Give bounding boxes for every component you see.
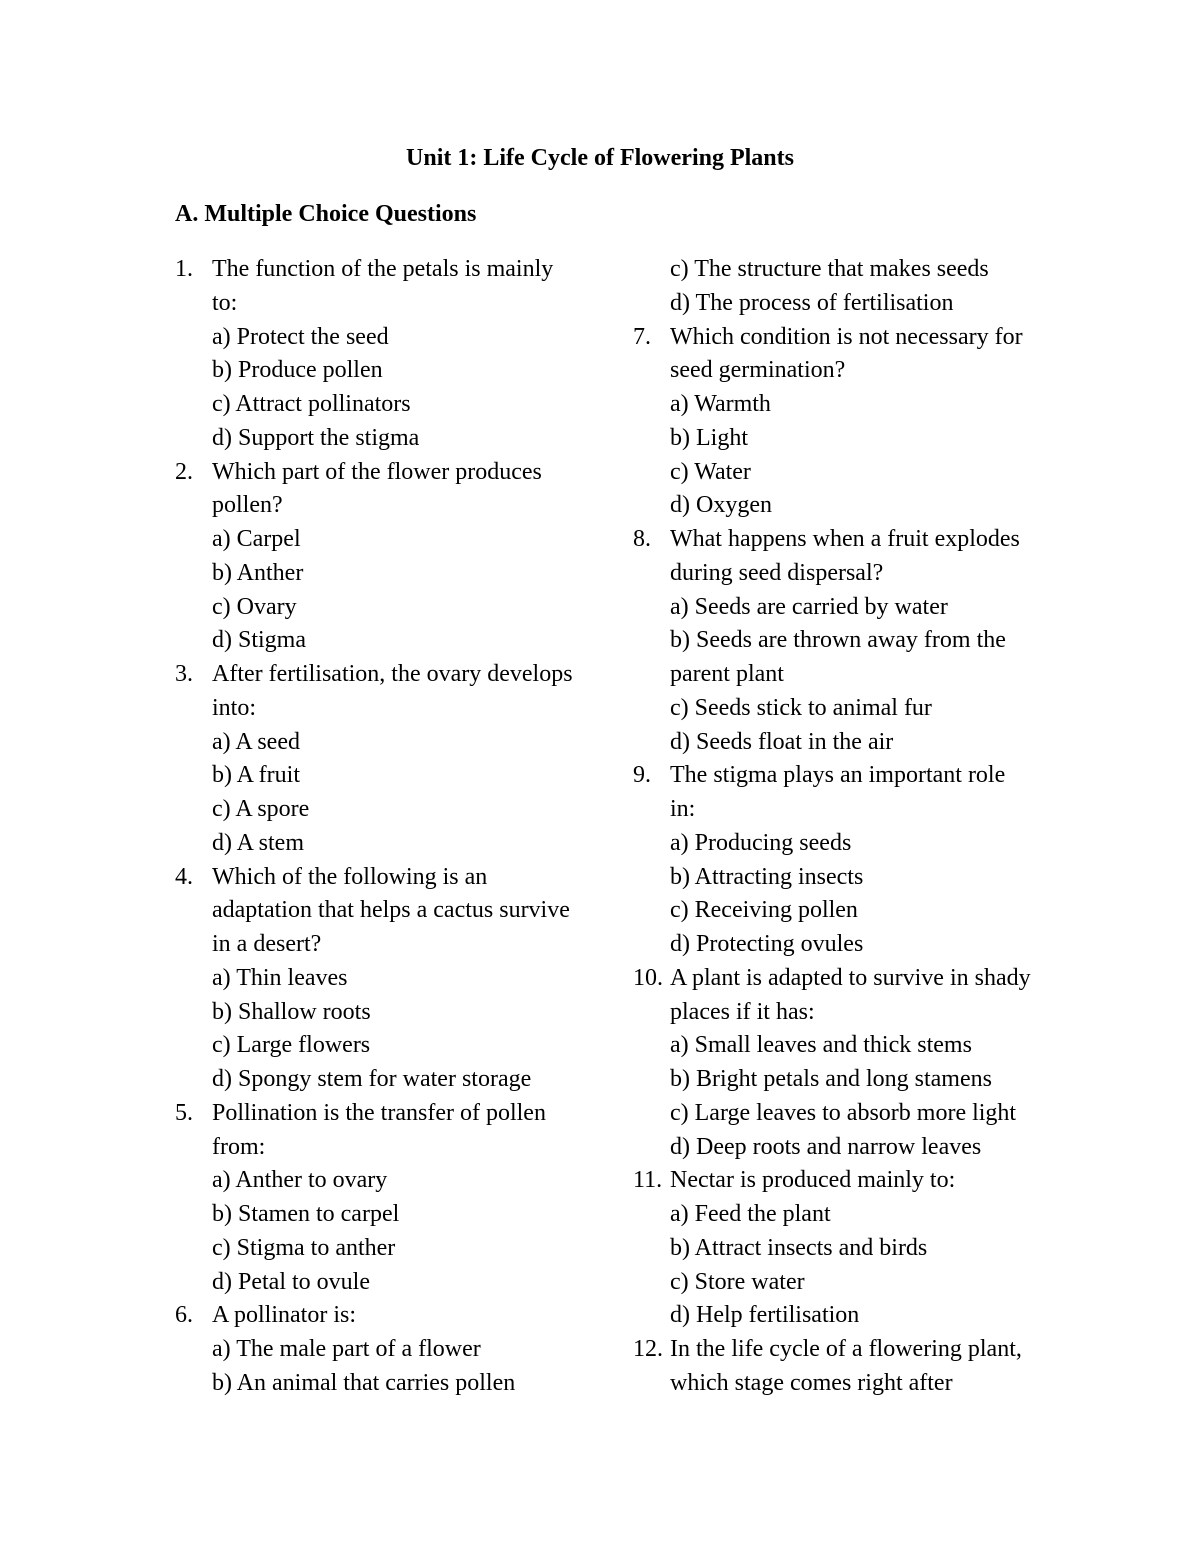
- question-text: places if it has:: [670, 998, 815, 1025]
- question-line: [633, 894, 1073, 928]
- question-line: [633, 1232, 1073, 1266]
- question-line: [633, 962, 1073, 996]
- question-number: 10.: [633, 964, 663, 991]
- question-text: A plant is adapted to survive in shady: [670, 964, 1031, 991]
- question-text: a) Feed the plant: [670, 1201, 831, 1227]
- question-text: c) Large leaves to absorb more light: [670, 1099, 1017, 1126]
- question-text: The function of the petals is mainly: [212, 256, 554, 282]
- question-text: c) Ovary: [212, 593, 297, 620]
- question-line: [633, 388, 1073, 422]
- question-text: c) Store water: [670, 1268, 805, 1295]
- question-line: [633, 1131, 1073, 1165]
- question-line: [633, 793, 1073, 827]
- question-line: [175, 1299, 605, 1333]
- question-text: a) Seeds are carried by water: [670, 593, 948, 620]
- question-text: parent plant: [670, 661, 784, 687]
- question-text: A pollinator is:: [212, 1302, 356, 1329]
- question-text: The stigma plays an important role: [670, 762, 1006, 789]
- question-text: d) A stem: [212, 829, 305, 856]
- question-line: [633, 557, 1073, 591]
- question-line: [175, 1063, 605, 1097]
- question-number: 11.: [633, 1167, 663, 1194]
- question-line: [175, 928, 605, 962]
- question-line: [633, 321, 1073, 355]
- question-text: b) Shallow roots: [212, 998, 371, 1025]
- question-text: c) Stigma to anther: [212, 1234, 396, 1261]
- question-line: [633, 1266, 1073, 1300]
- question-text: in a desert?: [212, 931, 322, 957]
- question-text: a) Anther to ovary: [212, 1167, 388, 1194]
- question-text: Which part of the flower produces: [212, 458, 542, 485]
- question-line: [633, 827, 1073, 861]
- question-text: d) Protecting ovules: [670, 931, 864, 957]
- question-number: 12.: [633, 1336, 663, 1362]
- question-text: b) An animal that carries pollen: [212, 1369, 516, 1396]
- question-line: [633, 1029, 1073, 1063]
- question-line: [175, 456, 605, 490]
- page-title: Unit 1: Life Cycle of Flowering Plants: [406, 145, 794, 171]
- question-line: [175, 489, 605, 523]
- question-line: [175, 726, 605, 760]
- question-line: [175, 894, 605, 928]
- question-text: d) Help fertilisation: [670, 1302, 860, 1329]
- question-line: [175, 354, 605, 388]
- question-text: a) Warmth: [670, 391, 771, 417]
- question-number: 7.: [633, 323, 651, 350]
- question-line: [175, 557, 605, 591]
- question-line: [633, 726, 1073, 760]
- question-line: [175, 759, 605, 793]
- question-text: b) A fruit: [212, 762, 300, 789]
- question-line: [175, 591, 605, 625]
- question-text: b) Light: [670, 424, 748, 451]
- question-text: in:: [670, 796, 696, 822]
- question-text: c) Water: [670, 458, 751, 485]
- question-line: [633, 1299, 1073, 1333]
- question-text: b) Stamen to carpel: [212, 1201, 400, 1227]
- question-line: [633, 1097, 1073, 1131]
- question-text: c) Large flowers: [212, 1032, 371, 1059]
- question-text: a) Protect the seed: [212, 323, 389, 350]
- question-line: [175, 523, 605, 557]
- question-text: d) Deep roots and narrow leaves: [670, 1133, 982, 1160]
- question-line: [633, 591, 1073, 625]
- question-line: [633, 996, 1073, 1030]
- question-text: d) The process of fertilisation: [670, 289, 954, 316]
- question-text: a) The male part of a flower: [212, 1336, 481, 1362]
- question-text: d) Stigma: [212, 627, 306, 654]
- question-text: a) A seed: [212, 728, 300, 755]
- question-text: pollen?: [212, 492, 283, 519]
- question-text: c) Attract pollinators: [212, 391, 411, 417]
- question-text: which stage comes right after: [670, 1369, 953, 1396]
- question-line: [175, 996, 605, 1030]
- question-line: [633, 1063, 1073, 1097]
- question-number: 2.: [175, 458, 193, 485]
- question-text: In the life cycle of a flowering plant,: [670, 1336, 1022, 1362]
- question-text: a) Producing seeds: [670, 829, 852, 856]
- question-text: Which condition is not necessary for: [670, 323, 1023, 350]
- question-text: into:: [212, 694, 257, 721]
- question-text: adaptation that helps a cactus survive: [212, 897, 570, 924]
- question-text: b) Bright petals and long stamens: [670, 1066, 992, 1092]
- question-number: 1.: [175, 256, 193, 282]
- question-number: 8.: [633, 526, 651, 552]
- question-line: [175, 861, 605, 895]
- question-text: a) Thin leaves: [212, 964, 348, 991]
- question-line: [633, 658, 1073, 692]
- question-text: a) Carpel: [212, 526, 301, 552]
- question-text: b) Attracting insects: [670, 863, 864, 890]
- question-text: What happens when a fruit explodes: [670, 526, 1020, 552]
- question-line: [175, 1029, 605, 1063]
- question-line: [633, 1333, 1073, 1367]
- question-line: [175, 1266, 605, 1300]
- question-line: [633, 456, 1073, 490]
- question-text: Which of the following is an: [212, 863, 488, 890]
- question-line: [175, 287, 605, 321]
- question-number: 6.: [175, 1302, 193, 1329]
- question-line: [175, 827, 605, 861]
- question-line: [633, 489, 1073, 523]
- question-text: c) Receiving pollen: [670, 897, 858, 924]
- left-column: [175, 253, 605, 1401]
- question-text: c) A spore: [212, 796, 310, 822]
- question-line: [175, 1131, 605, 1165]
- question-line: [633, 422, 1073, 456]
- question-line: [175, 658, 605, 692]
- question-line: [633, 861, 1073, 895]
- question-line: [175, 1333, 605, 1367]
- question-line: [175, 321, 605, 355]
- question-text: from:: [212, 1133, 266, 1160]
- question-line: [175, 793, 605, 827]
- question-text: during seed dispersal?: [670, 559, 884, 586]
- question-text: Nectar is produced mainly to:: [670, 1167, 956, 1194]
- question-line: [633, 1367, 1073, 1401]
- question-text: d) Support the stigma: [212, 424, 420, 451]
- question-line: [633, 928, 1073, 962]
- question-number: 3.: [175, 661, 193, 687]
- question-number: 5.: [175, 1099, 193, 1126]
- question-line: [633, 624, 1073, 658]
- question-line: [175, 1198, 605, 1232]
- question-text: seed germination?: [670, 357, 846, 384]
- question-line: [633, 354, 1073, 388]
- question-line: [175, 692, 605, 726]
- question-text: d) Seeds float in the air: [670, 728, 894, 755]
- question-number: 4.: [175, 863, 193, 890]
- question-text: c) Seeds stick to animal fur: [670, 694, 932, 721]
- question-text: After fertilisation, the ovary develops: [212, 661, 573, 687]
- question-text: c) The structure that makes seeds: [670, 256, 989, 282]
- question-line: [633, 287, 1073, 321]
- question-text: to:: [212, 289, 238, 316]
- question-line: [175, 1232, 605, 1266]
- question-line: [633, 1198, 1073, 1232]
- question-line: [175, 624, 605, 658]
- question-text: a) Small leaves and thick stems: [670, 1032, 972, 1059]
- question-text: d) Petal to ovule: [212, 1268, 370, 1295]
- question-text: b) Anther: [212, 559, 304, 586]
- question-number: 9.: [633, 762, 651, 789]
- question-line: [175, 962, 605, 996]
- question-text: b) Attract insects and birds: [670, 1234, 928, 1261]
- question-line: [175, 253, 605, 287]
- question-line: [633, 253, 1073, 287]
- section-heading: A. Multiple Choice Questions: [175, 201, 477, 227]
- question-line: [175, 1164, 605, 1198]
- right-column: [633, 253, 1073, 1401]
- question-line: [633, 1164, 1073, 1198]
- question-line: [175, 1097, 605, 1131]
- question-line: [633, 692, 1073, 726]
- question-text: b) Seeds are thrown away from the: [670, 627, 1006, 654]
- question-text: Pollination is the transfer of pollen: [212, 1099, 546, 1126]
- question-line: [633, 523, 1073, 557]
- question-text: d) Oxygen: [670, 492, 772, 519]
- question-line: [633, 759, 1073, 793]
- question-text: b) Produce pollen: [212, 357, 383, 384]
- question-line: [175, 388, 605, 422]
- question-line: [175, 1367, 605, 1401]
- question-line: [175, 422, 605, 456]
- question-text: d) Spongy stem for water storage: [212, 1066, 532, 1092]
